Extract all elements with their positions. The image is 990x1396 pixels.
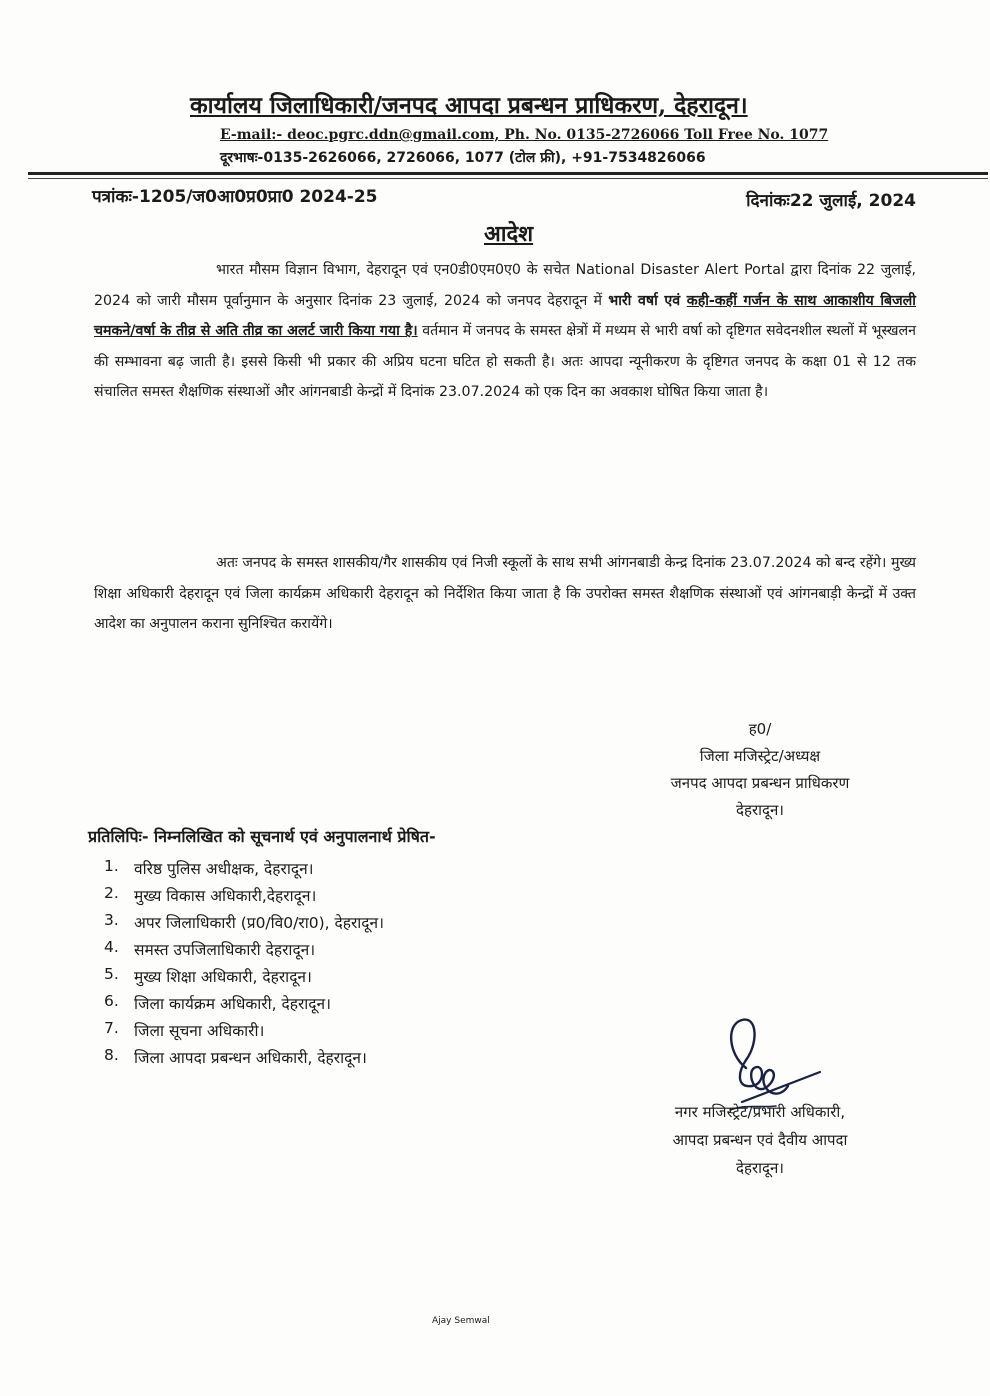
copy-to-heading: प्रतिलिपिः- निम्नलिखित को सूचनार्थ एवं अनुपालनार्थ प्रेषित- — [88, 827, 436, 846]
footer-credit: Ajay Semwal — [432, 1316, 490, 1326]
paragraph-1-bold: भारी वर्षा एवं — [608, 292, 687, 309]
list-item — [104, 857, 384, 884]
paragraph-1-text-a: भारत मौसम विज्ञान विभाग, देहरादून एवं एन0डी0एम0ए0 के सचेत National Disaster Alert Portal द्वारा दिनांक 22 जुलाई, 2024 को जारी मौसम पूर्वानुमान के अनुसार दिनांक 23 जुलाई, 2024 को जनपद देहरादून में — [94, 262, 916, 309]
signatory-department: आपदा प्रबन्धन एवं दैवीय आपदा — [672, 1131, 848, 1149]
signed-mark: ह0/ — [748, 720, 772, 738]
list-item-number: 2. — [104, 884, 119, 902]
contact-phone-line: दूरभाषः-0135-2626066, 2726066, 1077 (टोल फ्री), +91-7534826066 — [220, 150, 706, 166]
list-item-text: अपर जिलाधिकारी (प्र0/वि0/रा0), देहरादून। — [134, 914, 385, 932]
list-item — [104, 884, 384, 911]
list-item — [104, 1046, 384, 1073]
list-item-number: 4. — [104, 938, 119, 956]
signatory-designation: जिला मजिस्ट्रेट/अध्यक्ष — [699, 747, 821, 765]
list-item-text: जिला आपदा प्रबन्धन अधिकारी, देहरादून। — [134, 1049, 367, 1067]
list-item-text: मुख्य विकास अधिकारी,देहरादून। — [134, 887, 317, 905]
header-divider-thick — [28, 172, 988, 175]
list-item-number: 8. — [104, 1046, 119, 1064]
signatory-place: देहरादून। — [736, 801, 784, 819]
list-item — [104, 911, 384, 938]
list-item-text: समस्त उपजिलाधिकारी देहरादून। — [134, 941, 316, 959]
office-title: कार्यालय जिलाधिकारी/जनपद आपदा प्रबन्धन प्राधिकरण, देहरादून। — [190, 92, 748, 119]
letter-date: दिनांकः22 जुलाई, 2024 — [746, 191, 916, 211]
list-item — [104, 992, 384, 1019]
alert-highlight: कही-कहीं गर्जन के साथ आकाशीय बिजली चमकने/वर्षा के तीव्र से अति तीव्र का अलर्ट जारी किया गया है। — [94, 292, 916, 340]
list-item-text: मुख्य शिक्षा अधिकारी, देहरादून। — [134, 968, 312, 986]
signatory-block-city-magistrate — [600, 1098, 920, 1182]
list-item-text: जिला सूचना अधिकारी। — [134, 1022, 265, 1040]
list-item-text: जिला कार्यक्रम अधिकारी, देहरादून। — [134, 995, 332, 1013]
order-paragraph-2: अतः जनपद के समस्त शासकीय/गैर शासकीय एवं निजी स्कूलों के साथ सभी आंगनबाडी केन्द्र दिनांक 23.07.2024 को बन्द रहेंगे। मुख्य शिक्षा अधिकारी देहरादून एवं जिला कार्यक्रम अधिकारी देहरादून को निर्देशित किया जाता है कि उपरोक्त समस्त शैक्षणिक संस्थाओं एवं आंगनबाड़ी केन्द्रों में उक्त आदेश का अनुपालन कराना सुनिश्चित करायेंगे। — [94, 555, 916, 633]
order-paragraph-1 — [94, 255, 916, 408]
list-item-number: 5. — [104, 965, 119, 983]
contact-email-line: E-mail:- deoc.pgrc.ddn@gmail.com, Ph. No. 0135-2726066 Toll Free No. 1077 — [220, 127, 829, 143]
order-title: आदेश — [484, 222, 534, 247]
list-item-number: 3. — [104, 911, 119, 929]
list-item — [104, 965, 384, 992]
copy-to-list — [104, 857, 384, 1073]
signatory-block-district-magistrate — [600, 716, 920, 824]
letter-number: पत्रांकः-1205/ज0आ0प्र0प्रा0 2024-25 — [92, 187, 378, 207]
signatory-authority: जनपद आपदा प्रबन्धन प्राधिकरण — [670, 774, 850, 792]
list-item — [104, 1019, 384, 1046]
list-item — [104, 938, 384, 965]
list-item-number: 6. — [104, 992, 119, 1010]
list-item-number: 7. — [104, 1019, 119, 1037]
signatory-designation: नगर मजिस्ट्रेट/प्रभारी अधिकारी, — [674, 1103, 846, 1121]
list-item-text: वरिष्ठ पुलिस अधीक्षक, देहरादून। — [134, 860, 314, 878]
list-item-number: 1. — [104, 857, 119, 875]
header-divider-thin — [28, 178, 988, 179]
paragraph-1-text-b: वर्तमान में जनपद के समस्त क्षेत्रों में मध्यम से भारी वर्षा को दृष्टिगत सवेदनशील स्थलों में भूस्खलन की सम्भावना बढ़ जाती है। इससे किसी भी प्रकार की अप्रिय घटना घटित हो सकती है। अतः आपदा न्यूनीकरण के दृष्टिगत जनपद के कक्षा 01 से 12 तक संचालित समस्त शैक्षणिक संस्थाओं और आंगनबाडी केन्द्रों में दिनांक 23.07.2024 को एक दिन का अवकाश घोषित किया जाता है। — [94, 323, 917, 401]
signatory-place: देहरादून। — [736, 1159, 784, 1177]
